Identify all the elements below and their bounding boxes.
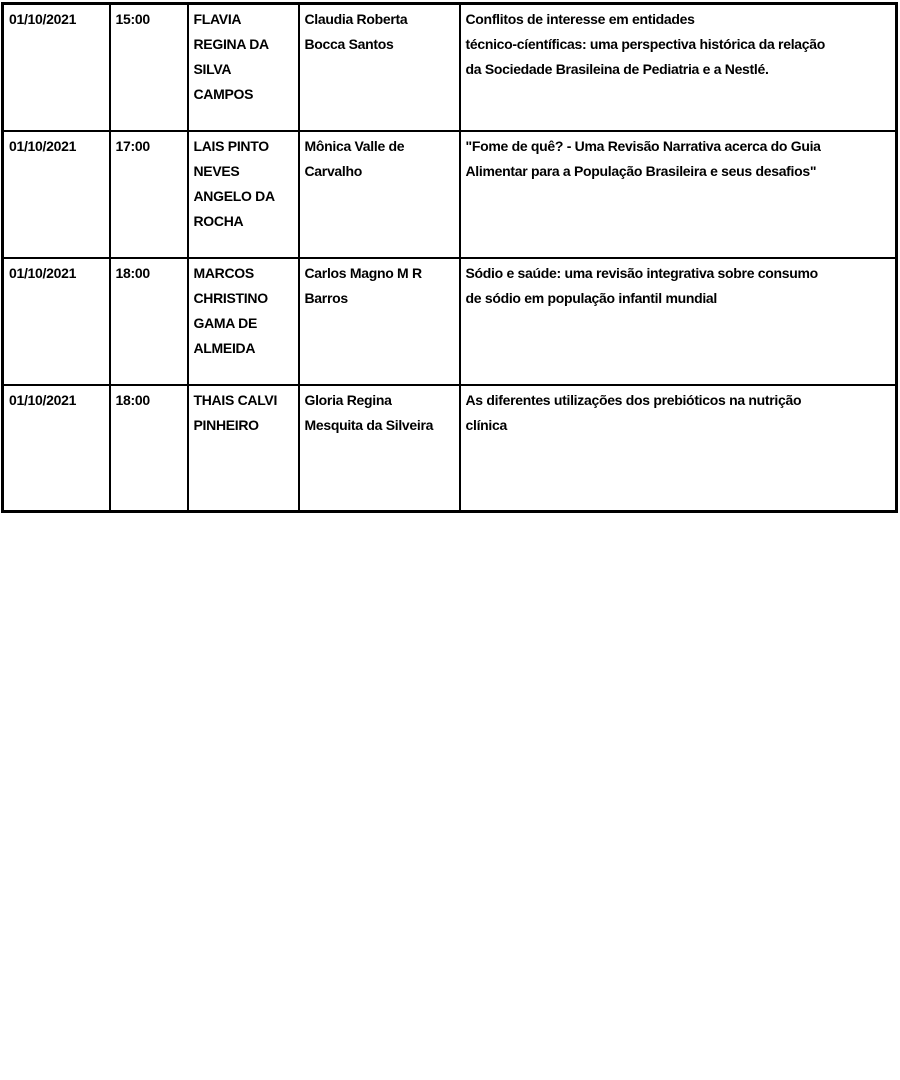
date-cell: 01/10/2021 [3, 131, 110, 258]
time-cell: 15:00 [110, 4, 188, 131]
table-row [3, 4, 897, 131]
student-cell: LAIS PINTO NEVES ANGELO DA ROCHA [188, 131, 299, 258]
schedule-table-body [3, 4, 897, 512]
title-cell: Sódio e saúde: uma revisão integrativa sobre consumo de sódio em população infantil mundial [460, 258, 897, 385]
date-cell: 01/10/2021 [3, 4, 110, 131]
student-cell: THAIS CALVI PINHEIRO [188, 385, 299, 512]
title-cell: "Fome de quê? - Uma Revisão Narrativa acerca do Guia Alimentar para a População Brasileira e seus desafios" [460, 131, 897, 258]
table-row [3, 385, 897, 512]
advisor-cell: Mônica Valle de Carvalho [299, 131, 460, 258]
table-row [3, 131, 897, 258]
table-row [3, 258, 897, 385]
date-cell: 01/10/2021 [3, 385, 110, 512]
time-cell: 18:00 [110, 385, 188, 512]
advisor-cell: Claudia Roberta Bocca Santos [299, 4, 460, 131]
time-cell: 18:00 [110, 258, 188, 385]
title-cell: Conflitos de interesse em entidades técnico-cíentíficas: uma perspectiva histórica da relação da Sociedade Brasileina de Pediatria e a Nestlé. [460, 4, 897, 131]
advisor-cell: Carlos Magno M R Barros [299, 258, 460, 385]
student-cell: FLAVIA REGINA DA SILVA CAMPOS [188, 4, 299, 131]
time-cell: 17:00 [110, 131, 188, 258]
title-cell: As diferentes utilizações dos prebióticos na nutrição clínica [460, 385, 897, 512]
defense-schedule-table [1, 2, 898, 513]
advisor-cell: Gloria Regina Mesquita da Silveira [299, 385, 460, 512]
date-cell: 01/10/2021 [3, 258, 110, 385]
student-cell: MARCOS CHRISTINO GAMA DE ALMEIDA [188, 258, 299, 385]
